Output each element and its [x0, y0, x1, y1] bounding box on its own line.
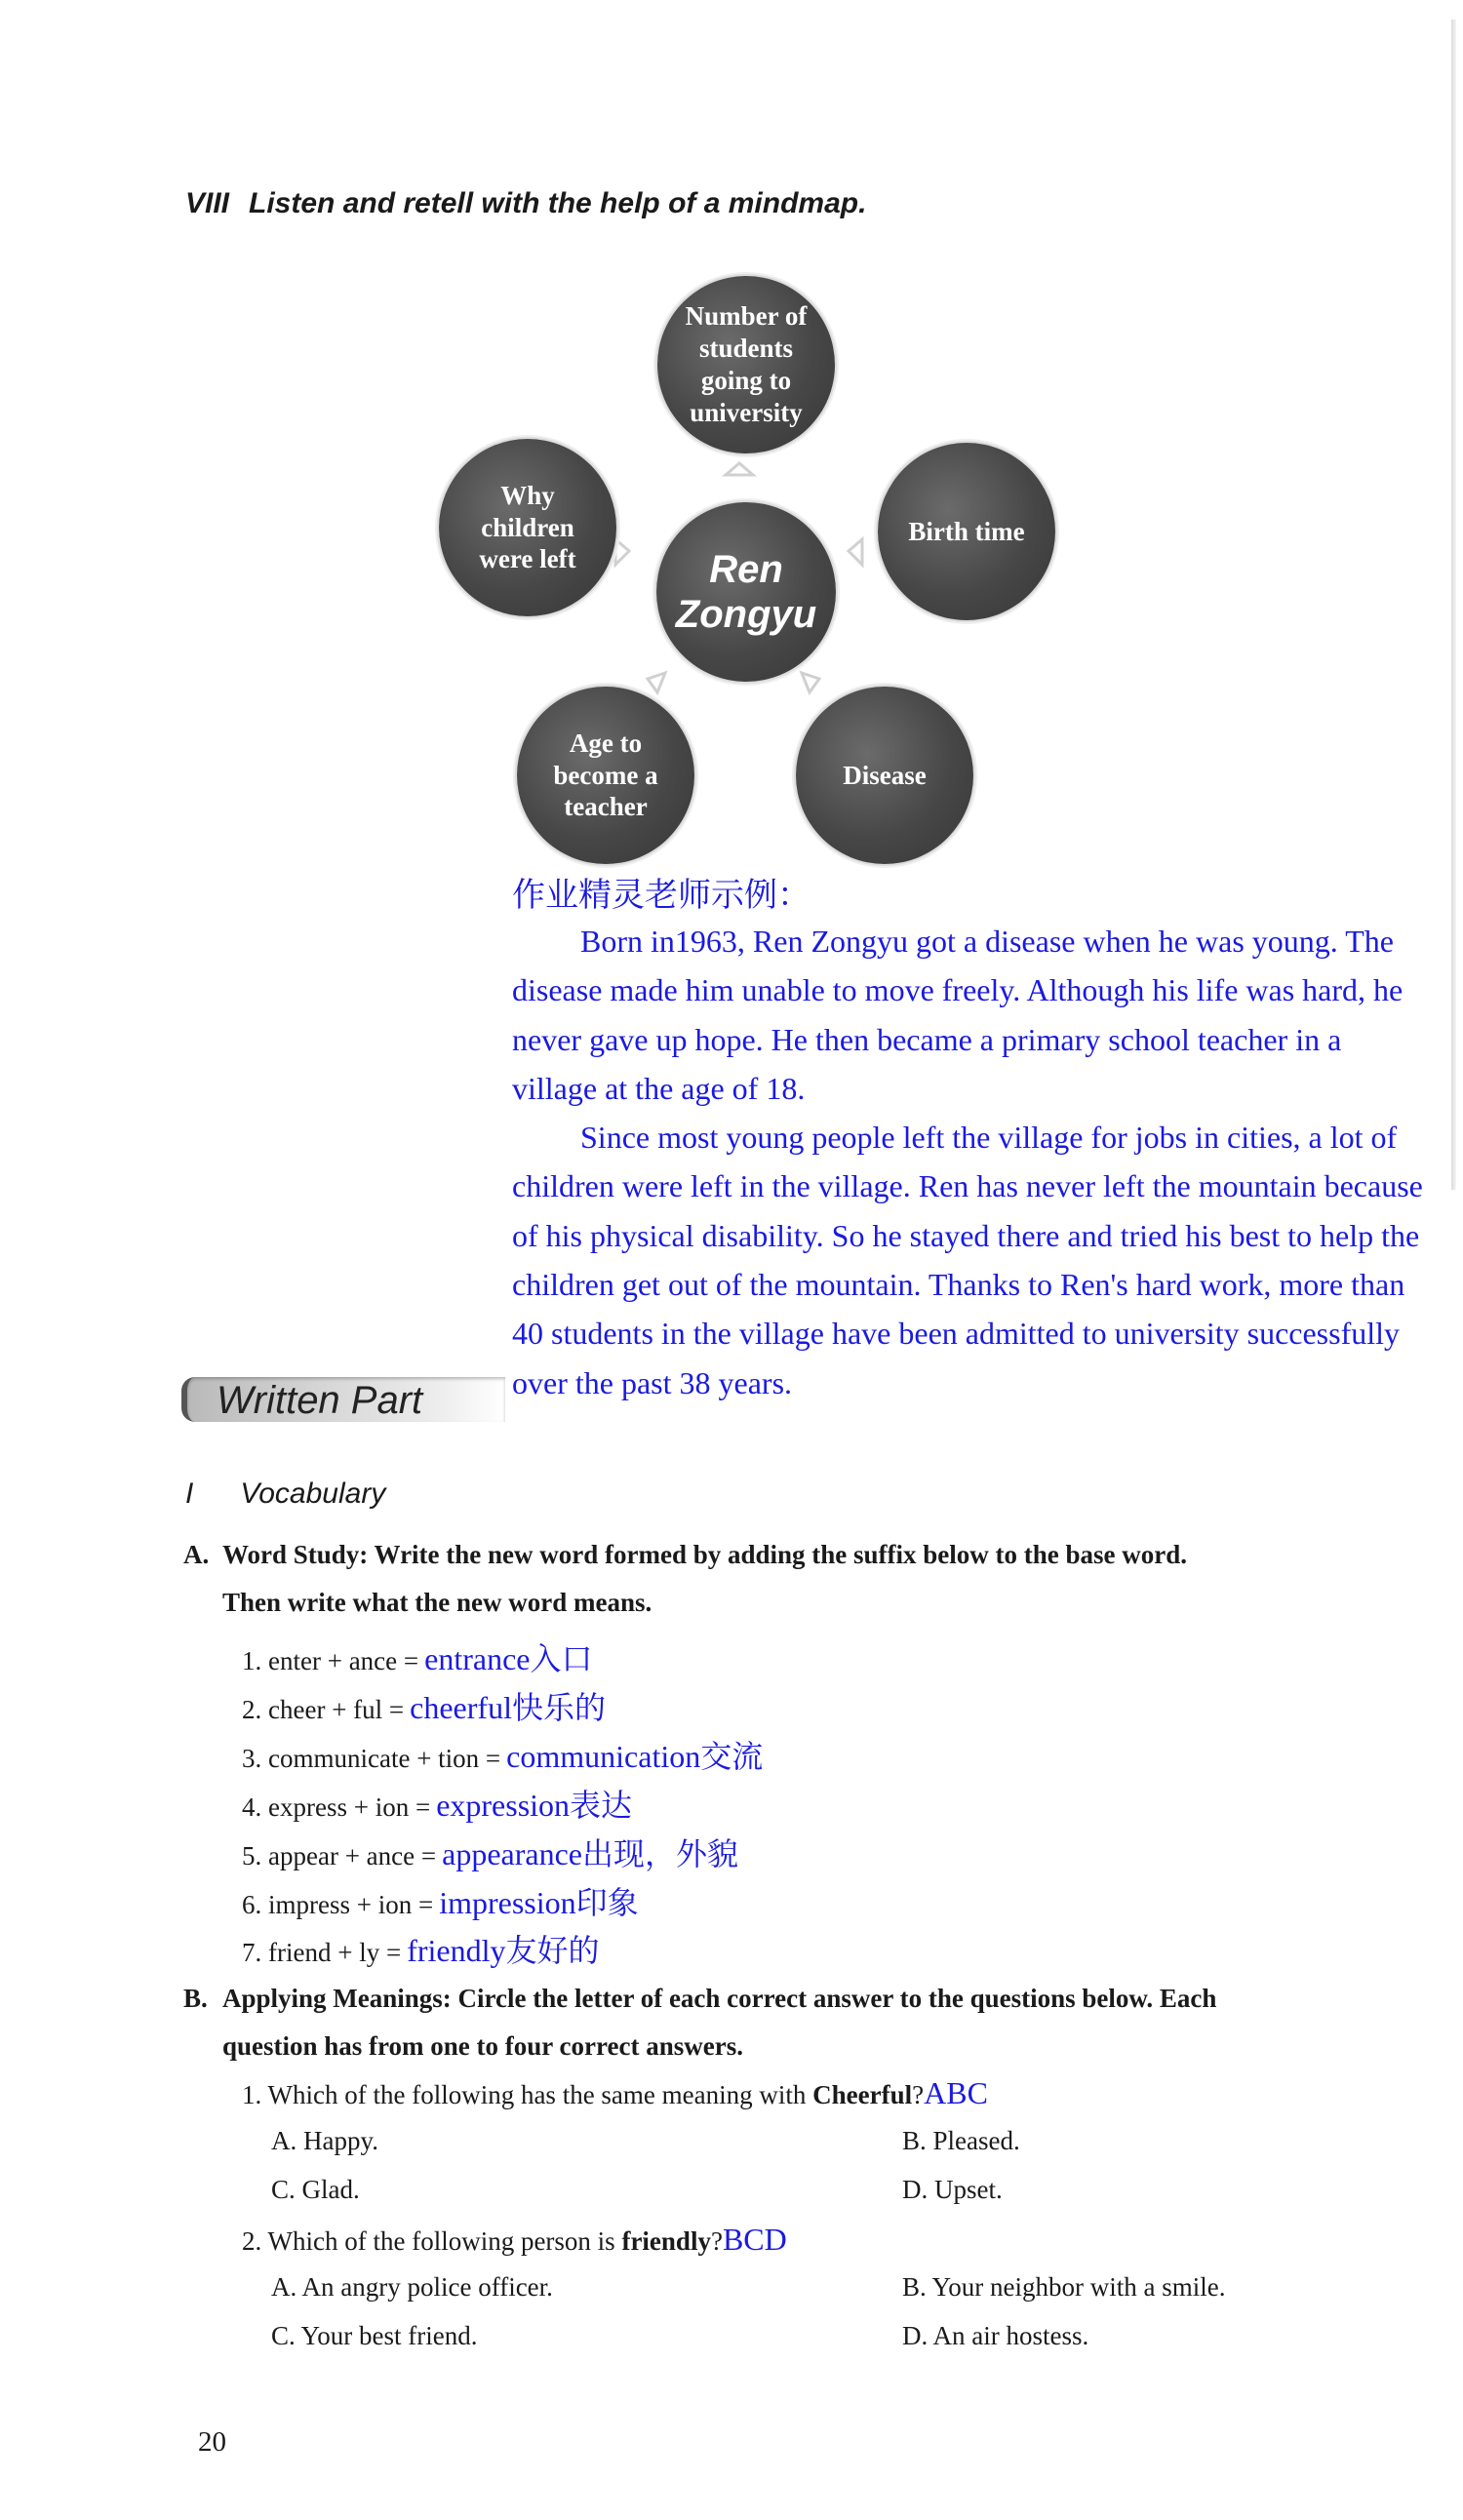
answer-paragraph-2: Since most young people left the village for jobs in cities, a lot of children were left in the village. Ren has never left the mountain because of his physical disability. So he stayed there and tried his best to help the children get out of the mountain. Thanks to Ren's hard work, more than 40 students in the village have been admitted to university successfully over the past 38 years. [512, 1120, 1423, 1400]
mindmap-center-ren-zongyu: Ren Zongyu [656, 502, 836, 682]
question-1-mark: ? [912, 2080, 925, 2109]
option-a[interactable]: A. An angry police officer. [271, 2272, 553, 2302]
question-1-answer: ABC [924, 2075, 988, 2110]
option-d[interactable]: D. Upset. [902, 2175, 1003, 2204]
item-answer: friendly友好的 [407, 1933, 600, 1968]
item-question: 2. cheer + ful = [242, 1695, 405, 1724]
word-study-item [242, 1830, 738, 1874]
part-a-line2: Then write what the new word means. [222, 1588, 652, 1617]
item-answer: cheerful快乐的 [410, 1690, 606, 1725]
mindmap-node-students-university: Number of students going to university [657, 276, 835, 453]
answer-header: 作业精灵老师示例： [512, 876, 811, 915]
word-study-item [242, 1781, 632, 1826]
question-1-keyword: Cheerful [812, 2080, 913, 2109]
section-title: Listen and retell with the help of a mindmap. [249, 187, 867, 219]
answer-text [512, 917, 1429, 1407]
page-edge-shadow [1451, 20, 1456, 1190]
mindmap-node-why-children-left: Why children were left [439, 439, 616, 616]
answer-paragraph-1: Born in1963, Ren Zongyu got a disease when he was young. The disease made him unable to move freely. Although his life was hard, he never gave up hope. He then became a primary school teacher in a village at the age of 18. [512, 924, 1404, 1106]
question-1-text: 1. Which of the following has the same meaning with [242, 2080, 813, 2109]
arrow-up-decoration [726, 463, 753, 475]
item-question: 4. express + ion = [242, 1792, 431, 1822]
word-study-item [242, 1926, 600, 1971]
arrow-right-decoration [849, 539, 862, 565]
option-a[interactable]: A. Happy. [271, 2126, 378, 2155]
vocabulary-heading [185, 1477, 385, 1511]
question-2-answer: BCD [722, 2222, 787, 2257]
part-b-label: B. [183, 1984, 208, 2013]
question-2-text: 2. Which of the following person is [242, 2226, 622, 2256]
mindmap-node-disease: Disease [796, 687, 973, 864]
section-viii-heading [185, 187, 866, 220]
vocabulary-title: Vocabulary [240, 1477, 386, 1510]
option-c[interactable]: C. Glad. [271, 2175, 360, 2204]
item-question: 5. appear + ance = [242, 1841, 437, 1870]
written-part-banner [181, 1377, 505, 1422]
item-answer: appearance出现，外貌 [442, 1836, 738, 1871]
arrow-left-decoration [615, 539, 629, 565]
part-a-line1: Word Study: Write the new word formed by adding the suffix below to the base word. [222, 1540, 1188, 1569]
mindmap-node-age-teacher: Age to become a teacher [517, 687, 694, 864]
word-study-item [242, 1732, 763, 1777]
question-2-mark: ? [710, 2226, 723, 2256]
item-question: 3. communicate + tion = [242, 1744, 501, 1773]
item-answer: expression表达 [436, 1788, 633, 1823]
question-1 [242, 2075, 988, 2111]
part-a-instructions [183, 1531, 1187, 1627]
option-d[interactable]: D. An air hostess. [902, 2321, 1089, 2350]
part-a-label: A. [183, 1540, 210, 1569]
word-study-item [242, 1634, 593, 1679]
written-part-label: Written Part [217, 1379, 423, 1422]
page-number: 20 [198, 2426, 226, 2458]
item-answer: entrance入口 [424, 1641, 593, 1676]
section-number: VIII [185, 187, 230, 219]
item-question: 6. impress + ion = [242, 1890, 434, 1919]
option-c[interactable]: C. Your best friend. [271, 2321, 478, 2350]
question-2 [242, 2222, 787, 2258]
question-2-keyword: friendly [621, 2226, 711, 2256]
part-b-line1: Applying Meanings: Circle the letter of each correct answer to the questions below. Each [222, 1984, 1217, 2013]
item-answer: communication交流 [506, 1739, 764, 1774]
word-study-item [242, 1878, 639, 1923]
item-question: 1. enter + ance = [242, 1646, 419, 1675]
part-b-line2: question has from one to four correct answers. [222, 2031, 743, 2061]
mindmap-node-birth-time: Birth time [878, 443, 1055, 620]
vocabulary-number: I [185, 1477, 194, 1510]
arrow-lowleft-decoration [648, 673, 665, 692]
part-b-instructions [183, 1975, 1216, 2070]
item-answer: impression印象 [439, 1885, 639, 1920]
option-b[interactable]: B. Your neighbor with a smile. [902, 2272, 1226, 2302]
arrow-lowright-decoration [802, 673, 819, 692]
word-study-item [242, 1683, 606, 1728]
item-question: 7. friend + ly = [242, 1938, 402, 1967]
option-b[interactable]: B. Pleased. [902, 2126, 1020, 2155]
